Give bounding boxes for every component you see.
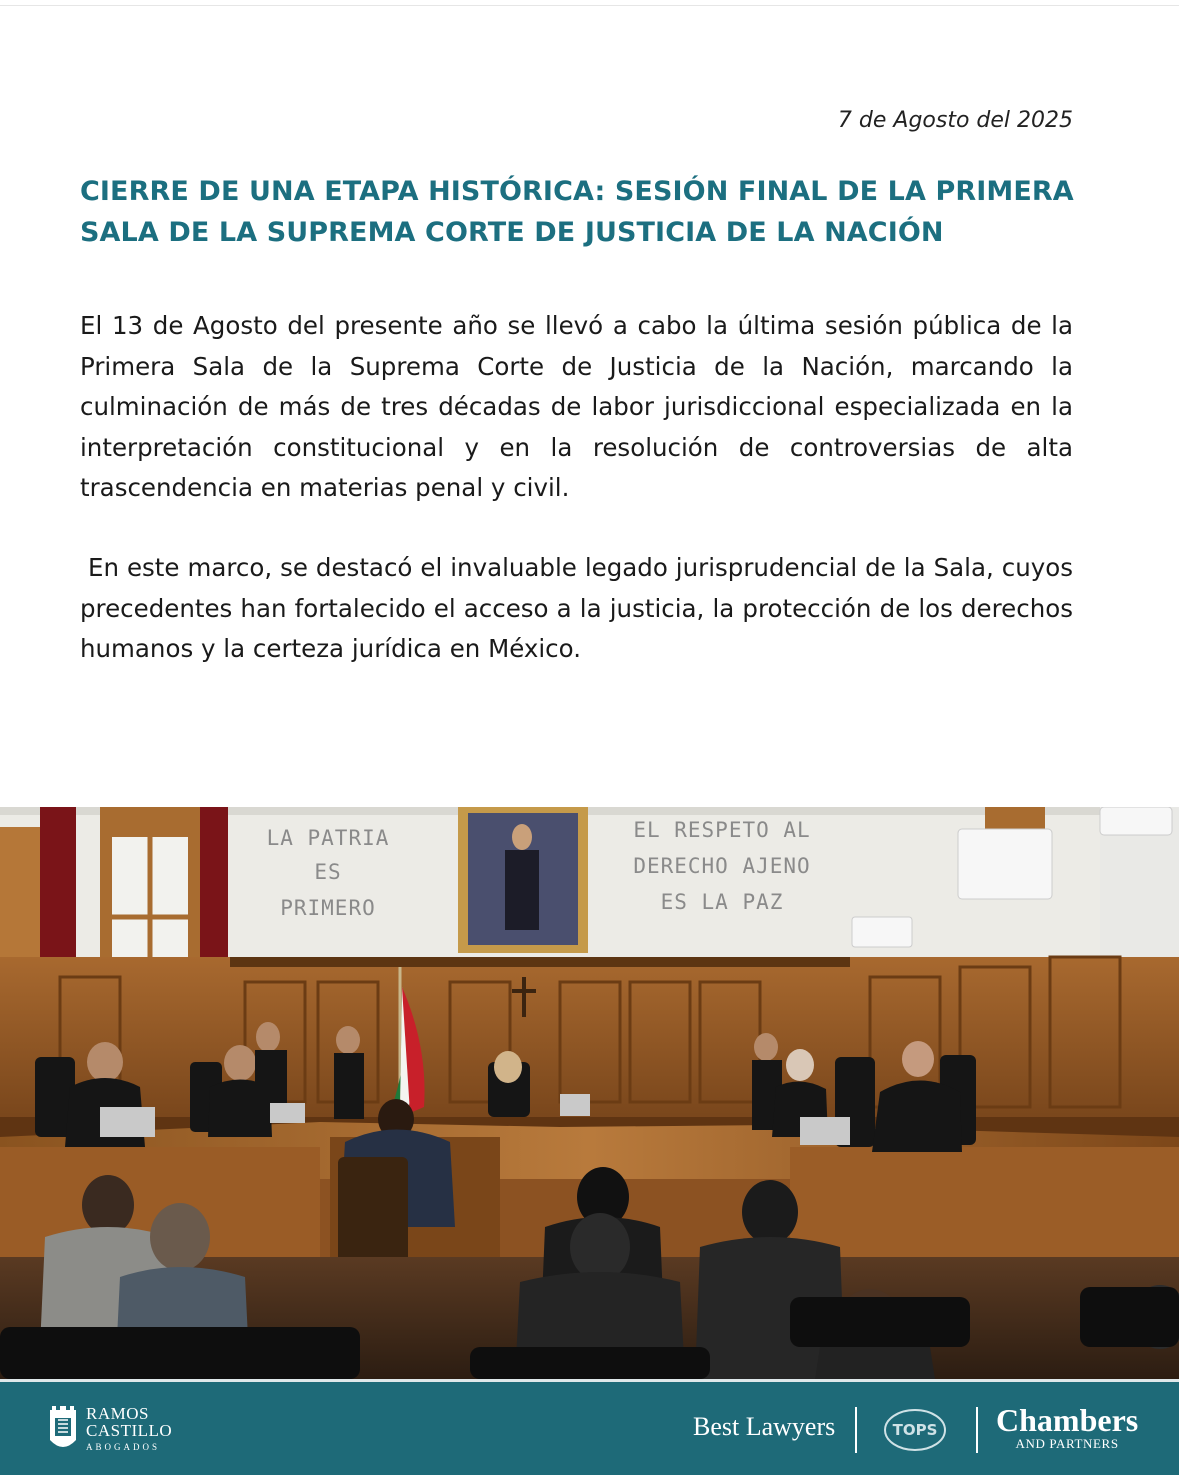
chambers-logo[interactable] — [996, 1404, 1138, 1452]
svg-text:EL RESPETO AL: EL RESPETO AL — [633, 818, 811, 842]
best-lawyers-logo[interactable]: Best Lawyers — [693, 1412, 836, 1441]
svg-text:ES: ES — [314, 860, 342, 884]
svg-text:LA PATRIA: LA PATRIA — [266, 826, 390, 850]
svg-text:TOPS: TOPS — [892, 1421, 938, 1439]
logo-line-2: CASTILLO — [86, 1420, 173, 1440]
svg-text:ES LA PAZ: ES LA PAZ — [660, 890, 784, 914]
ramos-castillo-logo[interactable] — [46, 1404, 172, 1456]
chambers-line-2: AND PARTNERS — [1015, 1436, 1119, 1451]
headline-line-2: SALA DE LA SUPREMA CORTE DE JUSTICIA DE LA NACIÓN — [80, 217, 944, 248]
footer-divider-1 — [855, 1407, 857, 1453]
chambers-line-1: Chambers — [996, 1402, 1139, 1438]
svg-text:DERECHO AJENO: DERECHO AJENO — [633, 854, 811, 878]
body-paragraph-1: El 13 de Agosto del presente año se llevó a cabo la última sesión pública de la Primera Sala de la Suprema Corte de Justicia de la Nación, marcando la culminación de más de tres décadas de labor jurisdiccional especializada en la interpretación constitucional y en la resolución de controversias de alta trascendencia en materias penal y civil. — [80, 311, 1073, 502]
tops-badge-icon[interactable] — [880, 1404, 950, 1454]
portrait-painting — [458, 807, 588, 953]
publication-date: 7 de Agosto del 2025 — [837, 108, 1073, 133]
logo-line-3: ABOGADOS — [86, 1441, 161, 1452]
top-divider — [0, 0, 1179, 6]
body-paragraph-2: En este marco, se destacó el invaluable legado jurisprudencial de la Sala, cuyos precedentes han fortalecido el acceso a la justicia, la protección de los derechos humanos y la certeza jurídica en México. — [80, 553, 1081, 663]
courtroom-illustration — [0, 807, 1179, 1379]
courtroom-photo — [0, 807, 1179, 1379]
footer-bar — [0, 1379, 1179, 1475]
svg-text:PRIMERO: PRIMERO — [280, 896, 376, 920]
castle-shield-icon — [46, 1404, 80, 1456]
headline-line-1: CIERRE DE UNA ETAPA HISTÓRICA: SESIÓN FINAL DE LA PRIMERA — [80, 176, 1074, 207]
footer-divider-2 — [976, 1407, 978, 1453]
logo-line-1: RAMOS — [86, 1403, 149, 1423]
headline — [80, 171, 1080, 253]
